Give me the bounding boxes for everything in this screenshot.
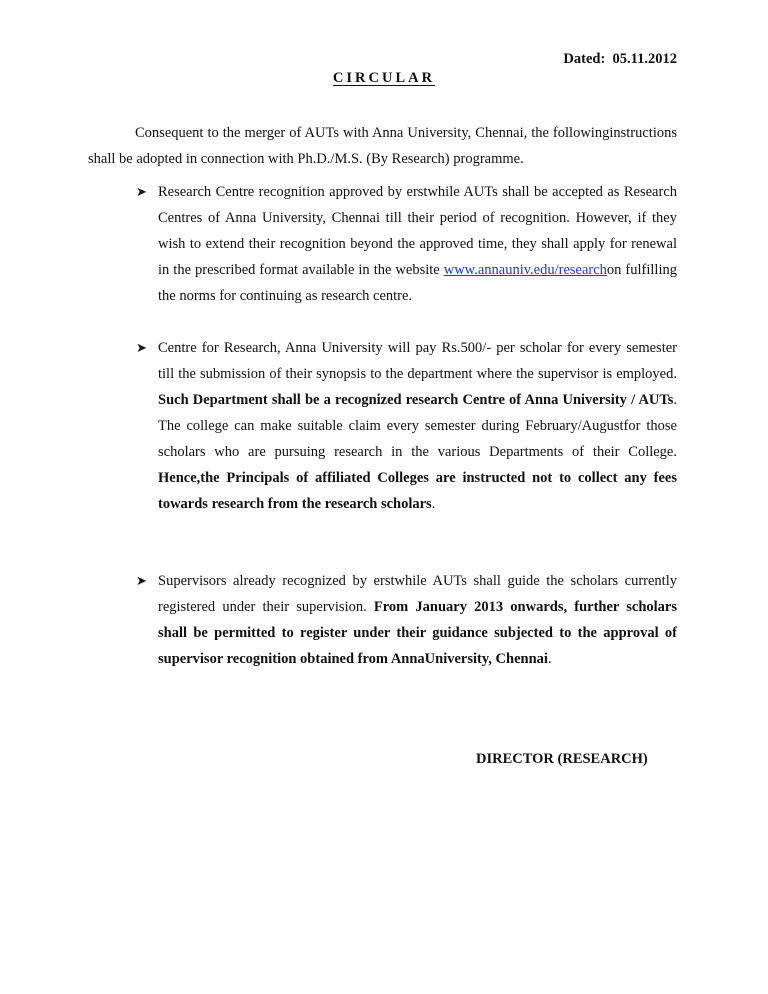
arrowhead-bullet-icon: ➤	[136, 340, 147, 355]
website-link[interactable]: www.annauniv.edu/research	[443, 262, 607, 278]
signatory-title: DIRECTOR (RESEARCH)	[476, 751, 648, 767]
bullet-text-part: . The college can make suitable claim every semester during February/Augustfor those scholars who are pursuing research in the various Departments of their College.	[158, 392, 677, 460]
bullet-text	[158, 568, 677, 672]
arrowhead-bullet-icon: ➤	[136, 184, 147, 199]
bullet-text-part: Centre for Research, Anna University will pay Rs.500/- per scholar for every semester till the submission of their synopsis to the department where the supervisor is employed.	[158, 340, 677, 382]
bullet-text-part: on fulfilling the norms for continuing as research centre.	[158, 262, 677, 304]
bullet-bold-text: Hence,the Principals of affiliated Colleges are instructed not to collect any fees towards research from the research scholars	[158, 470, 677, 512]
document-title: CIRCULAR	[332, 70, 436, 86]
bullet-text-part: .	[547, 651, 552, 667]
bullet-text	[158, 179, 677, 309]
bullet-text	[158, 335, 677, 517]
arrowhead-bullet-icon: ➤	[136, 573, 147, 588]
date-line: Dated: 05.11.2012	[563, 51, 677, 67]
bullet-text-part: Research Centre recognition approved by erstwhile AUTs shall be accepted as Research Centres of Anna University, Chennai till their period of recognition. However, if they wish to extend their recognition beyond the approved time, they shall apply for renewal in the prescribed format available in the website	[158, 184, 677, 278]
intro-paragraph: Consequent to the merger of AUTs with Anna University, Chennai, the followinginstructions shall be adopted in connection with Ph.D./M.S. (By Research) programme.	[88, 125, 677, 167]
bullet-text-part: Supervisors already recognized by erstwhile AUTs shall guide the scholars currently registered under their supervision.	[158, 573, 677, 615]
bullet-bold-text: From January 2013 onwards, further scholars shall be permitted to register under their guidance subjected to the approval of supervisor recognition obtained from AnnaUniversity, Chennai	[158, 599, 678, 667]
bullet-text-part: .	[431, 496, 436, 512]
bullet-bold-text: Such Department shall be a recognized research Centre of Anna University / AUTs	[158, 392, 674, 408]
